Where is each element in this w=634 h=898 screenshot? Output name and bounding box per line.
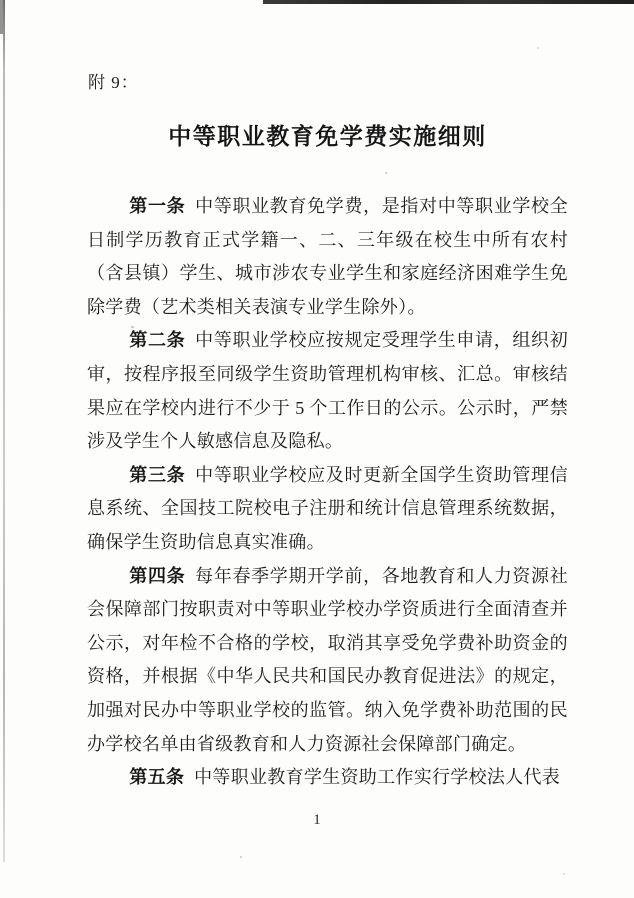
scan-artifact-top-edge xyxy=(263,0,634,4)
scan-speck xyxy=(537,47,539,49)
article-4 xyxy=(87,560,568,762)
article-4-text: 每年春季学期开学前，各地教育和人力资源社会保障部门按职责对中等职业学校办学资质进行全面清查并公示，对年检不合格的学校，取消其享受免学费补助资金的资格，并根据《中华人民共和国民办教育促进法》的规定，加强对民办中等职业学校的监管。纳入免学费补助范围的民办学校名单由省级教育和人力资源社会保障部门确定。 xyxy=(87,565,568,754)
article-1 xyxy=(87,190,568,324)
article-5 xyxy=(87,761,568,795)
attachment-label: 附 9： xyxy=(88,73,139,92)
document-body xyxy=(87,190,568,795)
scan-speck xyxy=(563,873,565,875)
article-2-number: 第二条 xyxy=(129,330,186,351)
document-title: 中等职业教育免学费实施细则 xyxy=(168,124,487,149)
scan-artifact-left-edge xyxy=(3,0,5,862)
article-1-text: 中等职业教育免学费，是指对中等职业学校全日制学历教育正式学籍一、二、三年级在校生中所有农村（含县镇）学生、城市涉农专业学生和家庭经济困难学生免除学费（艺术类相关表演专业学生除外）。 xyxy=(87,196,568,317)
scan-speck xyxy=(385,172,387,174)
scan-artifact-corner xyxy=(0,0,3,34)
scan-speck xyxy=(240,856,242,858)
article-5-number: 第五条 xyxy=(129,767,185,788)
article-1-number: 第一条 xyxy=(129,196,186,216)
article-3 xyxy=(87,459,568,560)
article-3-number: 第三条 xyxy=(129,464,186,485)
article-5-text: 中等职业教育学生资助工作实行学校法人代表 xyxy=(194,767,561,788)
article-3-text: 中等职业学校应及时更新全国学生资助管理信息系统、全国技工院校电子注册和统计信息管理系统数据，确保学生资助信息真实准确。 xyxy=(87,464,568,552)
article-2 xyxy=(87,324,568,458)
page-number: 1 xyxy=(313,812,321,828)
article-4-number: 第四条 xyxy=(129,565,186,586)
article-2-text: 中等职业学校应按规定受理学生申请，组织初审，按程序报至同级学生资助管理机构审核、汇总。审核结果应在学校内进行不少于 5 个工作日的公示。公示时，严禁涉及学生个人敏感信息及隐私。 xyxy=(87,330,568,452)
